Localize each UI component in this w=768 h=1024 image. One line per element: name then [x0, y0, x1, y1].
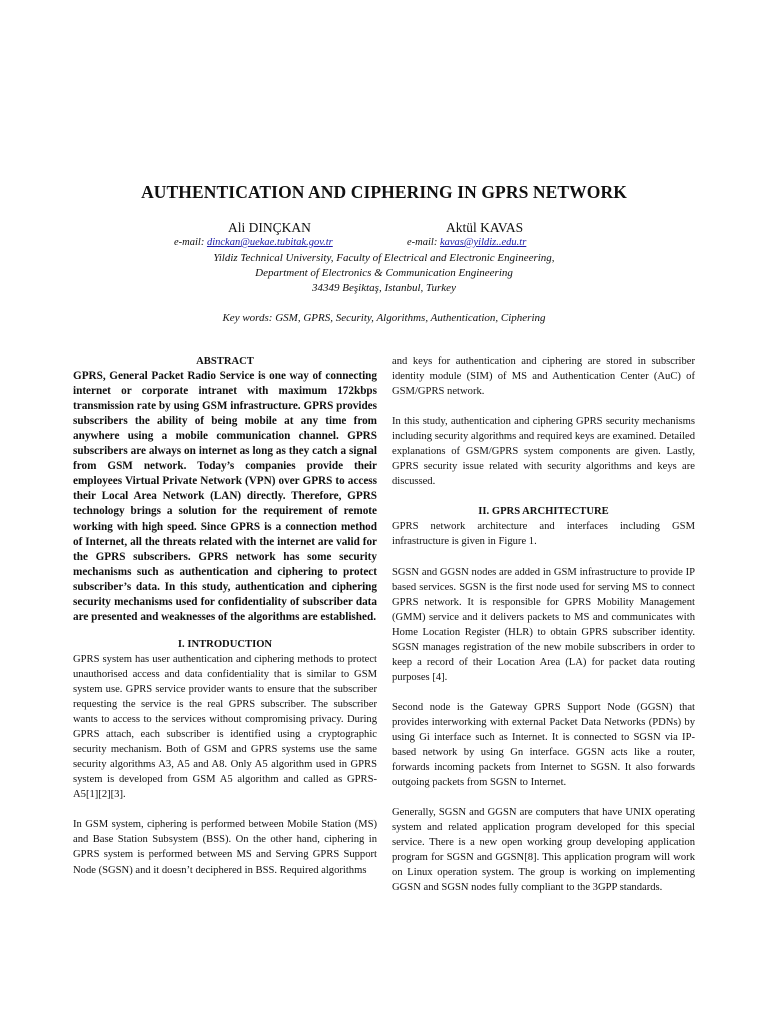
- author-email-line: [174, 237, 333, 248]
- paragraph: In GSM system, ciphering is performed between Mobile Station (MS) and Base Station Subsystem (BSS). On the other hand, ciphering in GPRS system is performed between MS and Serving GPRS Support Node (SGSN) and it doesn’t deciphered in BSS. Required algorithms: [73, 819, 377, 876]
- affiliation-line: Yildiz Technical University, Faculty of Electrical and Electronic Engineering,: [213, 252, 555, 264]
- email-link[interactable]: dinckan@uekae.tubitak.gov.tr: [206, 237, 333, 248]
- paragraph: Generally, SGSN and GGSN are computers that have UNIX operating system and related application program developed for this special service. There is a new open working group developing application program for SGSN and GGSN[8]. This application program will work on Linux operation system. The group is working on implementing GGSN and SGSN nodes fully compliant to the 3GPP standards.: [392, 807, 695, 894]
- email-link[interactable]: kavas@yildiz..edu.tr: [439, 237, 527, 248]
- paragraph: GPRS network architecture and interfaces including GSM infrastructure is given in Figure 1.: [392, 521, 695, 548]
- paragraph: Second node is the Gateway GPRS Support Node (GGSN) that provides interworking with external Packet Data Networks (PDNs) by using Gi interface such as Internet. It is connected to SGSN via IP-based network by using Gn interface. GGSN acts like a router, forwards incoming packets from Internet to SGSN. It also forwards outgoing packets from SGSN to Internet.: [392, 701, 695, 789]
- introduction-heading: I. INTRODUCTION: [177, 638, 273, 650]
- architecture-heading: II. GPRS ARCHITECTURE: [478, 506, 609, 518]
- email-label: e-mail:: [407, 237, 440, 248]
- keywords: Key words: GSM, GPRS, Security, Algorithms, Authentication, Ciphering: [222, 312, 546, 324]
- author-name: Aktül KAVAS: [446, 220, 524, 235]
- affiliation-line: Department of Electronics & Communication Engineering: [255, 267, 513, 279]
- right-column: [392, 354, 695, 895]
- abstract-heading: ABSTRACT: [196, 356, 254, 367]
- authors: [0, 220, 768, 240]
- paper-title: AUTHENTICATION AND CIPHERING IN GPRS NETWORK: [141, 182, 627, 202]
- paragraph: In this study, authentication and ciphering GPRS security mechanisms including security algorithms and required keys are examined. Detailed explanations of GSM/GPRS system components are given. Lastly, GPRS security issue related with security algorithms and keys are discussed.: [392, 416, 695, 488]
- paragraph: SGSN and GGSN nodes are added in GSM infrastructure to provide IP based services. SGSN is the first node used for serving MS to connect GPRS network. It is responsible for GPRS Mobility Management (GMM) service and it delivers packets to MS and communicates with Home Location Register (HLR) to obtain GPRS subscriber identity. SGSN manages registration of the new mobile subscribers in order to keep a record of their Location Area (LA) for packet data routing purposes [4].: [392, 566, 695, 683]
- email-label: e-mail:: [174, 237, 207, 248]
- abstract-text: GPRS, General Packet Radio Service is one way of connecting internet or corporate intranet with maximum 172kbps transmission rate by using GSM infrastructure. GPRS provides subscribers the ability of being mobile at any time from anywhere using a mobile communication channel. GPRS subscribers are always on internet as long as they catch a signal from GSM network. Today’s companies provide their employees Virtual Private Network (VPN) over GPRS to access their Local Area Network (LAN) directly. Therefore, GPRS technology brings a solution for the requirement of remote working with high speed. Since GPRS is a connection method of Internet, all the threats related with the internet are valid for the GPRS subscribers. GPRS network has some security mechanisms such as authentication and ciphering to protect subscriber’s data. In this study, authentication and ciphering security mechanisms used for confidentiality of subscriber data are presented and weaknesses of the algorithms are established.: [73, 370, 377, 623]
- affiliation-line: 34349 Beşiktaş, Istanbul, Turkey: [312, 282, 456, 294]
- paragraph: GPRS system has user authentication and ciphering methods to protect unauthorised access and data confidentiality that is similar to GSM system use. GPRS service provider wants to ensure that the subscriber requesting the service is the real GPRS subscriber. The subscriber wants to access to the services without compromising privacy. During GPRS attach, each subscriber is identified using a cryptographic security mechanism. Both of GSM and GPRS systems use the same security algorithms A3, A5 and A8. Only A5 algorithm used in GPRS system is developed from GSM A5 algorithm and called as GPRS-A5[1][2][3].: [73, 653, 377, 801]
- paragraph: and keys for authentication and ciphering are stored in subscriber identity module (SIM) of MS and Authentication Center (AuC) of GSM/GPRS network.: [392, 356, 695, 398]
- author-name: Ali DINÇKAN: [228, 220, 311, 235]
- left-column: [73, 354, 377, 878]
- author-email-line: [407, 237, 526, 248]
